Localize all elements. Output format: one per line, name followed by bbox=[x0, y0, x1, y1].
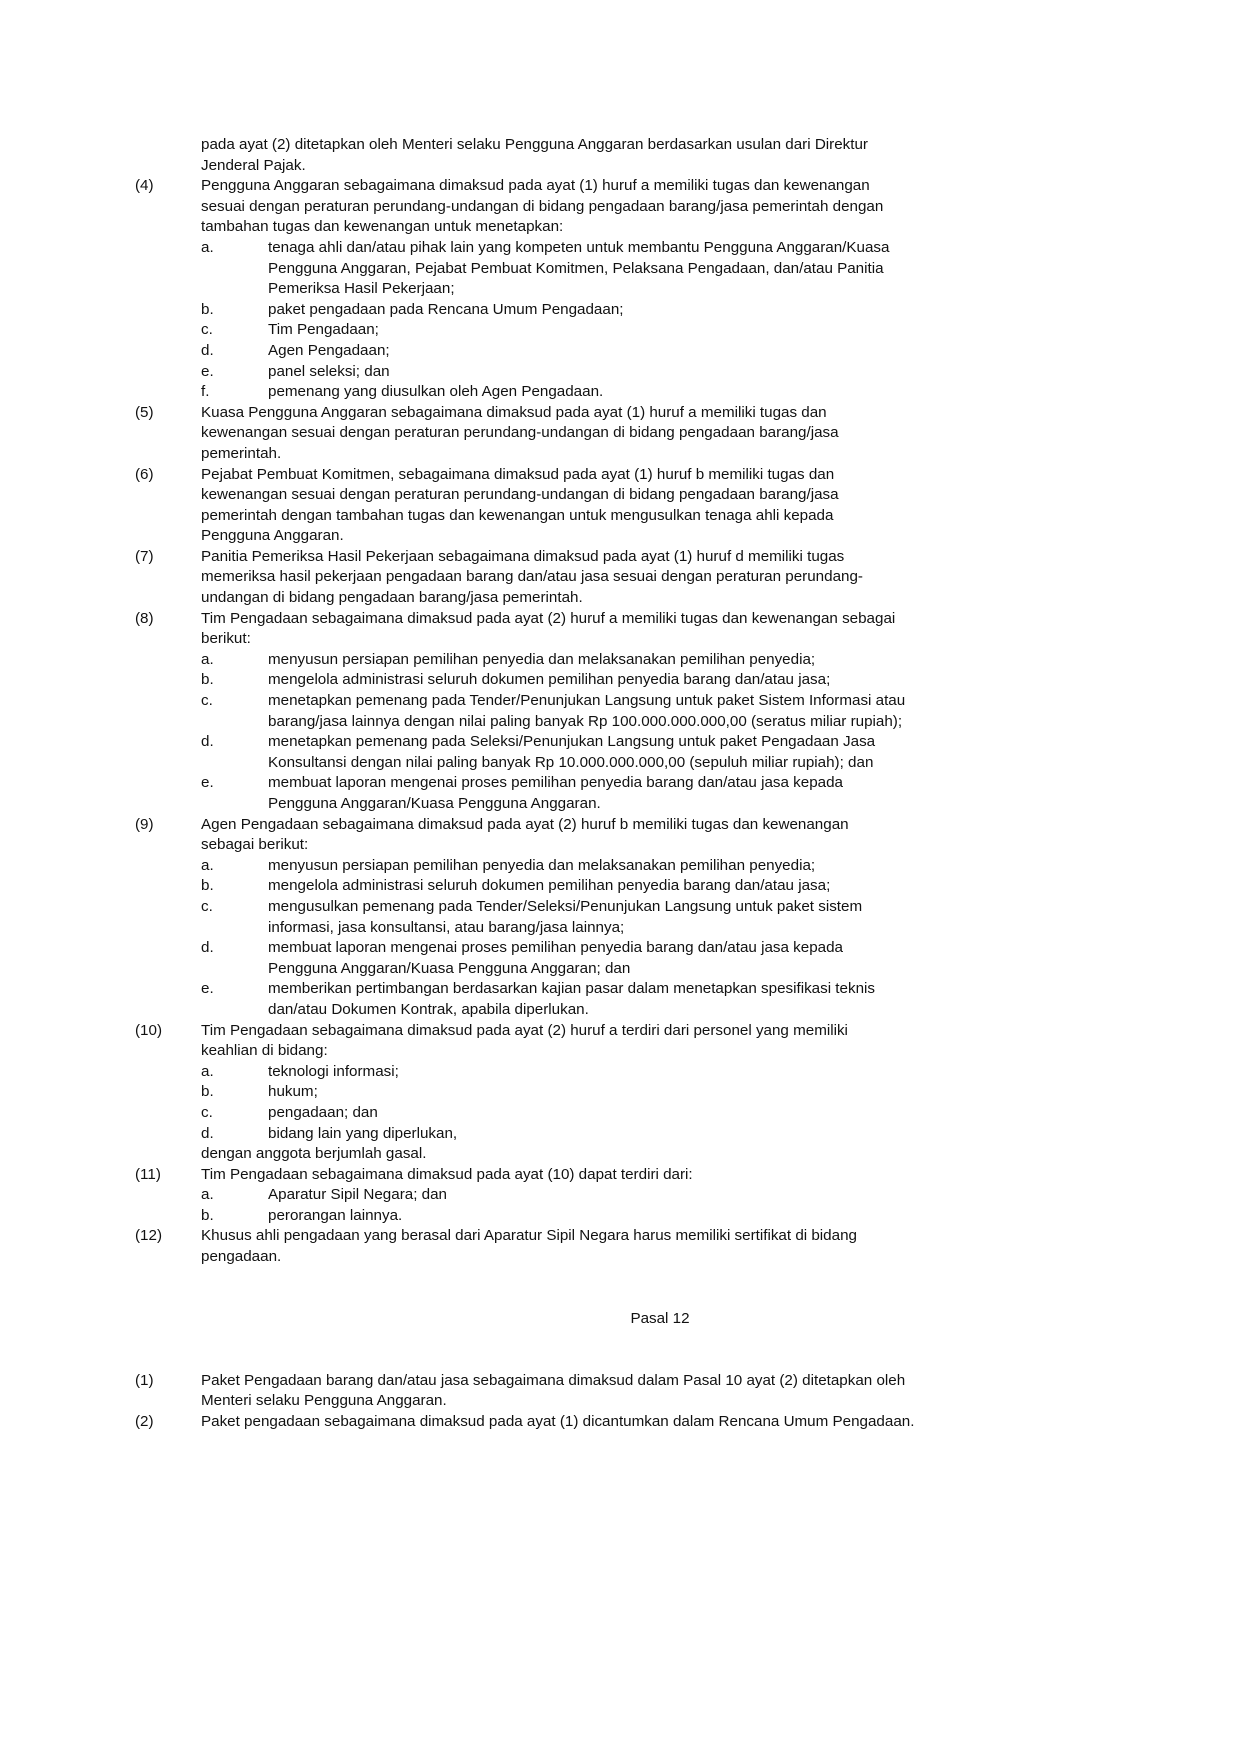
text-line bbox=[0, 815, 1240, 836]
item-label: b. bbox=[201, 1083, 214, 1101]
text-line bbox=[0, 753, 1240, 774]
ayat-number: (4) bbox=[135, 177, 154, 195]
item-text: Aparatur Sipil Negara; dan bbox=[268, 1186, 447, 1204]
text-line bbox=[0, 444, 1240, 465]
text-line bbox=[0, 1412, 1240, 1433]
text-line bbox=[0, 485, 1240, 506]
text-line bbox=[0, 1247, 1240, 1268]
text-line bbox=[0, 794, 1240, 815]
ayat-text: Paket pengadaan sebagaimana dimaksud pada ayat (1) dicantumkan dalam Rencana Umum Pengadaan. bbox=[201, 1412, 915, 1430]
text-line bbox=[0, 670, 1240, 691]
item-text: Pengguna Anggaran/Kuasa Pengguna Anggaran; dan bbox=[268, 959, 631, 977]
ayat-text: keahlian di bidang: bbox=[201, 1042, 328, 1060]
item-label: a. bbox=[201, 856, 214, 874]
ayat-text: Tim Pengadaan sebagaimana dimaksud pada ayat (10) dapat terdiri dari: bbox=[201, 1165, 693, 1183]
text-line bbox=[0, 259, 1240, 280]
item-label: a. bbox=[201, 1062, 214, 1080]
item-label: d. bbox=[201, 1124, 214, 1142]
ayat-text: pemerintah dengan tambahan tugas dan kewenangan untuk mengusulkan tenaga ahli kepada bbox=[201, 506, 834, 524]
ayat-tail: dengan anggota berjumlah gasal. bbox=[201, 1145, 427, 1163]
item-label: d. bbox=[201, 939, 214, 957]
text-line bbox=[0, 1185, 1240, 1206]
ayat-number: (2) bbox=[135, 1412, 154, 1430]
item-label: e. bbox=[201, 774, 214, 792]
ayat-text: Khusus ahli pengadaan yang berasal dari Aparatur Sipil Negara harus memiliki sertifikat di bidang bbox=[201, 1227, 857, 1245]
text-line bbox=[0, 1165, 1240, 1186]
text-line bbox=[0, 526, 1240, 547]
item-text: menetapkan pemenang pada Tender/Penunjukan Langsung untuk paket Sistem Informasi atau bbox=[268, 692, 906, 710]
text-line bbox=[0, 938, 1240, 959]
text-line bbox=[0, 1062, 1240, 1083]
ayat-text: Kuasa Pengguna Anggaran sebagaimana dimaksud pada ayat (1) huruf a memiliki tugas dan bbox=[201, 403, 827, 421]
text-line bbox=[0, 320, 1240, 341]
item-text: mengelola administrasi seluruh dokumen pemilihan penyedia barang dan/atau jasa; bbox=[268, 877, 831, 895]
item-text: Pengguna Anggaran, Pejabat Pembuat Komitmen, Pelaksana Pengadaan, dan/atau Panitia bbox=[268, 259, 884, 277]
ayat-number: (12) bbox=[135, 1227, 163, 1245]
item-label: b. bbox=[201, 877, 214, 895]
text-line bbox=[0, 650, 1240, 671]
item-label: c. bbox=[201, 321, 213, 339]
text-line bbox=[0, 1124, 1240, 1145]
ayat-text: Panitia Pemeriksa Hasil Pekerjaan sebagaimana dimaksud pada ayat (1) huruf d memiliki tugas bbox=[201, 547, 845, 565]
ayat-text: berikut: bbox=[201, 630, 251, 648]
item-text: pemenang yang diusulkan oleh Agen Pengadaan. bbox=[268, 383, 604, 401]
text-line bbox=[0, 1082, 1240, 1103]
item-text: hukum; bbox=[268, 1083, 318, 1101]
item-label: c. bbox=[201, 897, 213, 915]
ayat-number: (1) bbox=[135, 1371, 154, 1389]
text-line bbox=[0, 629, 1240, 650]
item-text: mengusulkan pemenang pada Tender/Seleksi/Penunjukan Langsung untuk paket sistem bbox=[268, 897, 863, 915]
ayat-text: Tim Pengadaan sebagaimana dimaksud pada ayat (2) huruf a terdiri dari personel yang memiliki bbox=[201, 1021, 848, 1039]
item-label: b. bbox=[201, 300, 214, 318]
text-line bbox=[0, 691, 1240, 712]
ayat-number: (5) bbox=[135, 403, 154, 421]
text-line bbox=[0, 238, 1240, 259]
ayat-number: (7) bbox=[135, 547, 154, 565]
text-line bbox=[0, 341, 1240, 362]
text-line bbox=[0, 1103, 1240, 1124]
item-text: menyusun persiapan pemilihan penyedia dan melaksanakan pemilihan penyedia; bbox=[268, 856, 816, 874]
item-text: membuat laporan mengenai proses pemilihan penyedia barang dan/atau jasa kepada bbox=[268, 774, 843, 792]
text-line bbox=[0, 217, 1240, 238]
item-text: panel seleksi; dan bbox=[268, 362, 390, 380]
spacer bbox=[0, 1268, 1240, 1289]
continuation-text: Jenderal Pajak. bbox=[201, 156, 306, 174]
text-line bbox=[0, 156, 1240, 177]
item-text: Tim Pengadaan; bbox=[268, 321, 379, 339]
item-text: dan/atau Dokumen Kontrak, apabila diperlukan. bbox=[268, 1000, 589, 1018]
item-label: d. bbox=[201, 341, 214, 359]
item-text: Pemeriksa Hasil Pekerjaan; bbox=[268, 280, 455, 298]
spacer bbox=[0, 1329, 1240, 1350]
ayat-text: Menteri selaku Pengguna Anggaran. bbox=[201, 1392, 447, 1410]
item-text: informasi, jasa konsultansi, atau barang/jasa lainnya; bbox=[268, 918, 625, 936]
item-text: Pengguna Anggaran/Kuasa Pengguna Anggaran. bbox=[268, 795, 601, 812]
text-line bbox=[0, 1021, 1240, 1042]
item-text: membuat laporan mengenai proses pemilihan penyedia barang dan/atau jasa kepada bbox=[268, 939, 843, 957]
text-line bbox=[0, 1226, 1240, 1247]
item-text: tenaga ahli dan/atau pihak lain yang kompeten untuk membantu Pengguna Anggaran/Kuasa bbox=[268, 238, 890, 256]
item-label: f. bbox=[201, 383, 210, 401]
continuation-text: pada ayat (2) ditetapkan oleh Menteri selaku Pengguna Anggaran berdasarkan usulan dari Direktur bbox=[201, 136, 868, 153]
text-line bbox=[0, 856, 1240, 877]
item-text: pengadaan; dan bbox=[268, 1103, 378, 1121]
text-line bbox=[0, 1000, 1240, 1021]
ayat-text: Agen Pengadaan sebagaimana dimaksud pada ayat (2) huruf b memiliki tugas dan kewenangan bbox=[201, 815, 849, 833]
document-page bbox=[0, 135, 1240, 1432]
text-line bbox=[0, 567, 1240, 588]
ayat-text: kewenangan sesuai dengan peraturan perundang-undangan di bidang pengadaan barang/jasa bbox=[201, 486, 839, 504]
text-line bbox=[0, 835, 1240, 856]
text-line bbox=[0, 712, 1240, 733]
text-line bbox=[0, 732, 1240, 753]
item-text: menyusun persiapan pemilihan penyedia dan melaksanakan pemilihan penyedia; bbox=[268, 650, 816, 668]
text-line bbox=[0, 979, 1240, 1000]
ayat-number: (6) bbox=[135, 465, 154, 483]
item-label: b. bbox=[201, 671, 214, 689]
text-line bbox=[0, 423, 1240, 444]
text-line bbox=[0, 918, 1240, 939]
ayat-text: Pengguna Anggaran. bbox=[201, 527, 344, 545]
text-line bbox=[0, 897, 1240, 918]
text-line bbox=[0, 506, 1240, 527]
ayat-text: sesuai dengan peraturan perundang-undangan di bidang pengadaan barang/jasa pemerintah dengan bbox=[201, 197, 884, 215]
ayat-text: pengadaan. bbox=[201, 1248, 282, 1266]
text-line bbox=[0, 1309, 1240, 1330]
ayat-text: Tim Pengadaan sebagaimana dimaksud pada ayat (2) huruf a memiliki tugas dan kewenangan sebagai bbox=[201, 609, 896, 627]
text-line bbox=[0, 279, 1240, 300]
ayat-text: tambahan tugas dan kewenangan untuk menetapkan: bbox=[201, 218, 564, 236]
item-text: memberikan pertimbangan berdasarkan kajian pasar dalam menetapkan spesifikasi teknis bbox=[268, 980, 875, 998]
text-line bbox=[0, 197, 1240, 218]
text-line bbox=[0, 176, 1240, 197]
text-line bbox=[0, 135, 1240, 156]
text-line bbox=[0, 362, 1240, 383]
text-line bbox=[0, 382, 1240, 403]
ayat-text: kewenangan sesuai dengan peraturan perundang-undangan di bidang pengadaan barang/jasa bbox=[201, 424, 839, 442]
ayat-number: (10) bbox=[135, 1021, 163, 1039]
text-line bbox=[0, 403, 1240, 424]
section-heading: Pasal 12 bbox=[630, 1309, 690, 1327]
ayat-number: (11) bbox=[135, 1165, 161, 1183]
spacer bbox=[0, 1288, 1240, 1309]
item-label: a. bbox=[201, 650, 214, 668]
ayat-number: (8) bbox=[135, 609, 154, 627]
ayat-text: memeriksa hasil pekerjaan pengadaan barang dan/atau jasa sesuai dengan peraturan perundang- bbox=[201, 568, 863, 586]
text-line bbox=[0, 609, 1240, 630]
text-line bbox=[0, 465, 1240, 486]
ayat-text: sebagai berikut: bbox=[201, 836, 309, 854]
text-line bbox=[0, 300, 1240, 321]
spacer bbox=[0, 1350, 1240, 1371]
item-label: e. bbox=[201, 362, 214, 380]
ayat-text: undangan di bidang pengadaan barang/jasa pemerintah. bbox=[201, 589, 583, 607]
text-line bbox=[0, 1391, 1240, 1412]
item-text: paket pengadaan pada Rencana Umum Pengadaan; bbox=[268, 300, 624, 318]
ayat-text: pemerintah. bbox=[201, 444, 282, 462]
item-text: bidang lain yang diperlukan, bbox=[268, 1124, 458, 1142]
ayat-number: (9) bbox=[135, 815, 154, 833]
text-line bbox=[0, 1206, 1240, 1227]
item-label: c. bbox=[201, 692, 213, 710]
text-line bbox=[0, 959, 1240, 980]
item-label: d. bbox=[201, 733, 214, 751]
item-label: a. bbox=[201, 1186, 214, 1204]
item-label: b. bbox=[201, 1206, 214, 1224]
item-text: perorangan lainnya. bbox=[268, 1206, 403, 1224]
item-text: mengelola administrasi seluruh dokumen pemilihan penyedia barang dan/atau jasa; bbox=[268, 671, 831, 689]
ayat-text: Pengguna Anggaran sebagaimana dimaksud pada ayat (1) huruf a memiliki tugas dan kewenangan bbox=[201, 177, 870, 195]
item-label: a. bbox=[201, 238, 214, 256]
text-line bbox=[0, 876, 1240, 897]
text-line bbox=[0, 547, 1240, 568]
text-line bbox=[0, 773, 1240, 794]
ayat-text: Paket Pengadaan barang dan/atau jasa sebagaimana dimaksud dalam Pasal 10 ayat (2) ditetapkan oleh bbox=[201, 1371, 906, 1389]
item-text: teknologi informasi; bbox=[268, 1062, 399, 1080]
item-text: Agen Pengadaan; bbox=[268, 341, 390, 359]
item-label: c. bbox=[201, 1103, 213, 1121]
item-label: e. bbox=[201, 980, 214, 998]
item-text: Konsultansi dengan nilai paling banyak Rp 10.000.000.000,00 (sepuluh miliar rupiah); dan bbox=[268, 753, 874, 771]
text-line bbox=[0, 1371, 1240, 1392]
text-line bbox=[0, 1144, 1240, 1165]
ayat-text: Pejabat Pembuat Komitmen, sebagaimana dimaksud pada ayat (1) huruf b memiliki tugas dan bbox=[201, 465, 835, 483]
item-text: menetapkan pemenang pada Seleksi/Penunjukan Langsung untuk paket Pengadaan Jasa bbox=[268, 733, 876, 751]
text-line bbox=[0, 588, 1240, 609]
text-line bbox=[0, 1041, 1240, 1062]
item-text: barang/jasa lainnya dengan nilai paling banyak Rp 100.000.000.000,00 (seratus miliar rupiah); bbox=[268, 712, 903, 730]
